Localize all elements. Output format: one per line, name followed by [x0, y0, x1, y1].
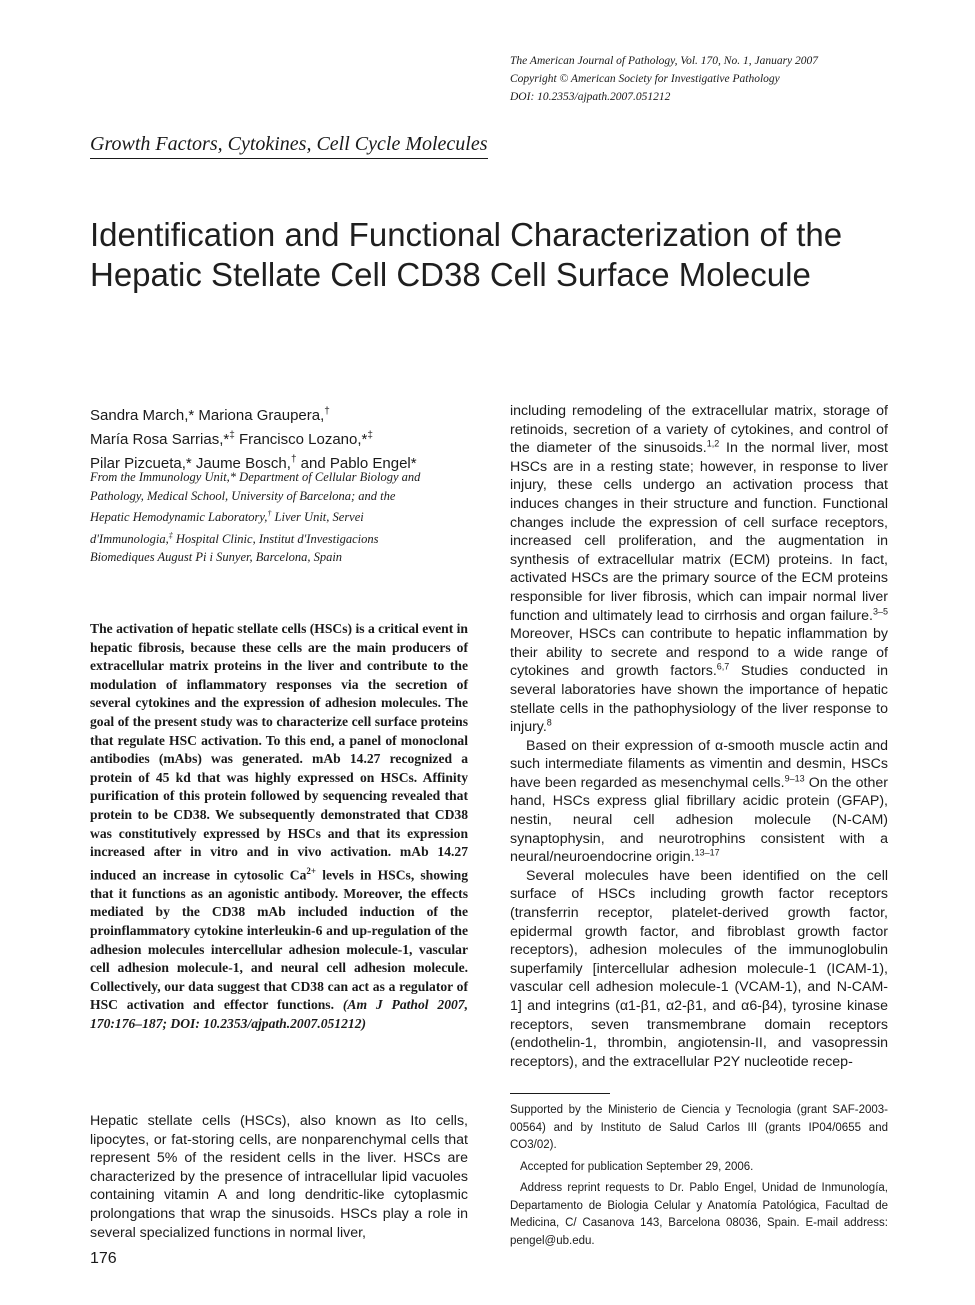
footnote-divider: [510, 1093, 610, 1094]
reprint-note: Address reprint requests to Dr. Pablo Engel, Unidad de Inmunología, Departamento de Biologia Celular y Anatomía Patológica, Facultad de Medicina, C/ Casanova 143, Barcelona 08036, Spain. E-mail address: pengel@ub.edu.: [510, 1182, 888, 1247]
abstract-citation: (Am J Pathol 2007, 170:176–187; DOI: 10.2353/ajpath.2007.051212): [90, 997, 468, 1031]
author-list: [90, 402, 480, 474]
journal-citation: The American Journal of Pathology, Vol. 170, No. 1, January 2007: [510, 55, 819, 67]
body-paragraph-3: Several molecules have been identified on the cell surface of HSCs including growth factor receptors (transferrin receptor, platelet-derived growth factor, epidermal growth factor, and fibroblast growth factor receptors), adhesion molecules of the immunoglobulin superfamily [intercellular adhesion molecule-1 (ICAM-1), vascular cell adhesion molecule-1 (VCAM-1), and N-CAM-1] and integrins (α1-β1, α2-β1, and α6-β4), tyrosine kinase receptors, seven transmembrane domain receptors (endothelin-1, thrombin, angiotensin-II, and vasopressin receptors), and the extracellular P2Y nucleotide recep-: [510, 867, 888, 1070]
body-paragraph-1: including remodeling of the extracellular matrix, storage of retinoids, secretion of a variety of cytokines, and control of the diameter of the sinusoids.$^{1,2}$ In the normal liver, most HSCs are in a resting state; however, in response to liver injury, these cells undergo an activation process that induces changes in their structure and function. Functional changes include the expression of cell surface receptors, increased cell proliferation, and the augmentation in synthesis of extracellular matrix (ECM) proteins. In fact, activated HSCs are the primary source of the ECM proteins responsible for liver fibrosis, which can impair normal liver function and ultimately lead to cirrhosis and organ failure.$^{3-5}$ Moreover, HSCs can contribute to hepatic inflammation by their ability to secrete and respond to a wide range of cytokines and growth factors.$^{6,7}$ Studies conducted in several laboratories have shown the importance of hepatic stellate cells in the pathophysiology of the liver response to injury.$^8$: [510, 403, 888, 736]
affiliation: From the Immunology Unit,* Department of Cellular Biology and Pathology, Medical School, University of Barcelona; and the Hepatic Hemodynamic Laboratory,† Liver Unit, Servei d'Immunologia,‡ Hospital Clinic, Institut d'Investigacions Biomediques August Pi i Sunyer, Barcelona, Spain: [90, 470, 421, 565]
journal-header: [510, 52, 950, 106]
body-text-right-column: [510, 402, 888, 1071]
body-paragraph-2: Based on their expression of α-smooth muscle actin and such intermediate filaments as vimentin and desmin, HSCs have been regarded as mesenchymal cells.$^{9-13}$ On the other hand, HSCs express glial fibrillary acidic protein (GFAP), nestin, neural cell adhesion molecule (N-CAM) synaptophysin, and neurotrophins consistent with a neural/neuroendocrine origin.$^{13-17}$: [510, 737, 888, 866]
title-line-2: Hepatic Stellate Cell CD38 Cell Surface Molecule: [90, 256, 811, 293]
journal-copyright: Copyright © American Society for Investigative Pathology: [510, 73, 780, 85]
author-line-2: María Rosa Sarrias,*‡ Francisco Lozano,*‡: [90, 430, 373, 448]
funding-note: Supported by the Ministerio de Ciencia y Tecnologia (grant SAF-2003-00564) and by Instituto de Salud Carlos III (grants IP04/0655 and CO3/02).: [510, 1104, 888, 1151]
section-heading: Growth Factors, Cytokines, Cell Cycle Molecules: [90, 132, 488, 159]
article-title: [90, 215, 910, 295]
accepted-note: Accepted for publication September 29, 2006.: [520, 1160, 754, 1173]
title-line-1: Identification and Functional Characterization of the: [90, 216, 843, 253]
author-line-1: Sandra March,* Mariona Graupera,†: [90, 406, 330, 424]
footnotes: [510, 1102, 888, 1254]
page-number: 176: [90, 1250, 117, 1267]
journal-doi[interactable]: DOI: 10.2353/ajpath.2007.051212: [510, 91, 671, 103]
intro-paragraph-left: Hepatic stellate cells (HSCs), also known as Ito cells, lipocytes, or fat-storing cells, are nonparenchymal cells that represent 5% of the resident cells in the liver. HSCs are characterized by the presence of intracellular lipid vacuoles containing vitamin A and long dendritic-like cytoplasmic prolongations that wrap the sinusoids. HSCs play a role in several specialized functions in normal liver,: [90, 1113, 468, 1241]
author-line-3: Pilar Pizcueta,* Jaume Bosch,† and Pablo Engel*: [90, 454, 417, 472]
abstract: The activation of hepatic stellate cells (HSCs) is a critical event in hepatic fibrosis, because these cells are the main producers of extracellular matrix proteins in the liver and contribute to the modulation of inflammatory responses via the secretion of several cytokines and the expression of adhesion molecules. The goal of the present study was to characterize cell surface proteins that regulate HSC activation. To this end, a panel of monoclonal antibodies (mAbs) was generated. mAb 14.27 recognized a protein of 45 kd that was highly expressed on HSCs. Affinity purification of this protein followed by sequencing revealed that protein to be CD38. We subsequently demonstrated that CD38 was constitutively expressed by HSCs and that its expression increased after in vitro and in vivo activation. mAb 14.27 induced an increase in cytosolic $Ca^{2+}$ levels in HSCs, showing that it functions as an agonistic antibody. Moreover, the effects mediated by the CD38 mAb included induction of the proinflammatory cytokine interleukin-6 and up-regulation of the adhesion molecules intercellular adhesion molecule-1, vascular cell adhesion molecule-1, and neural cell adhesion molecule. Collectively, our data suggest that CD38 can act as a regulator of HSC activation and effector functions. (Am J Pathol 2007, 170:176–187; DOI: 10.2353/ajpath.2007.051212): [90, 621, 468, 1031]
